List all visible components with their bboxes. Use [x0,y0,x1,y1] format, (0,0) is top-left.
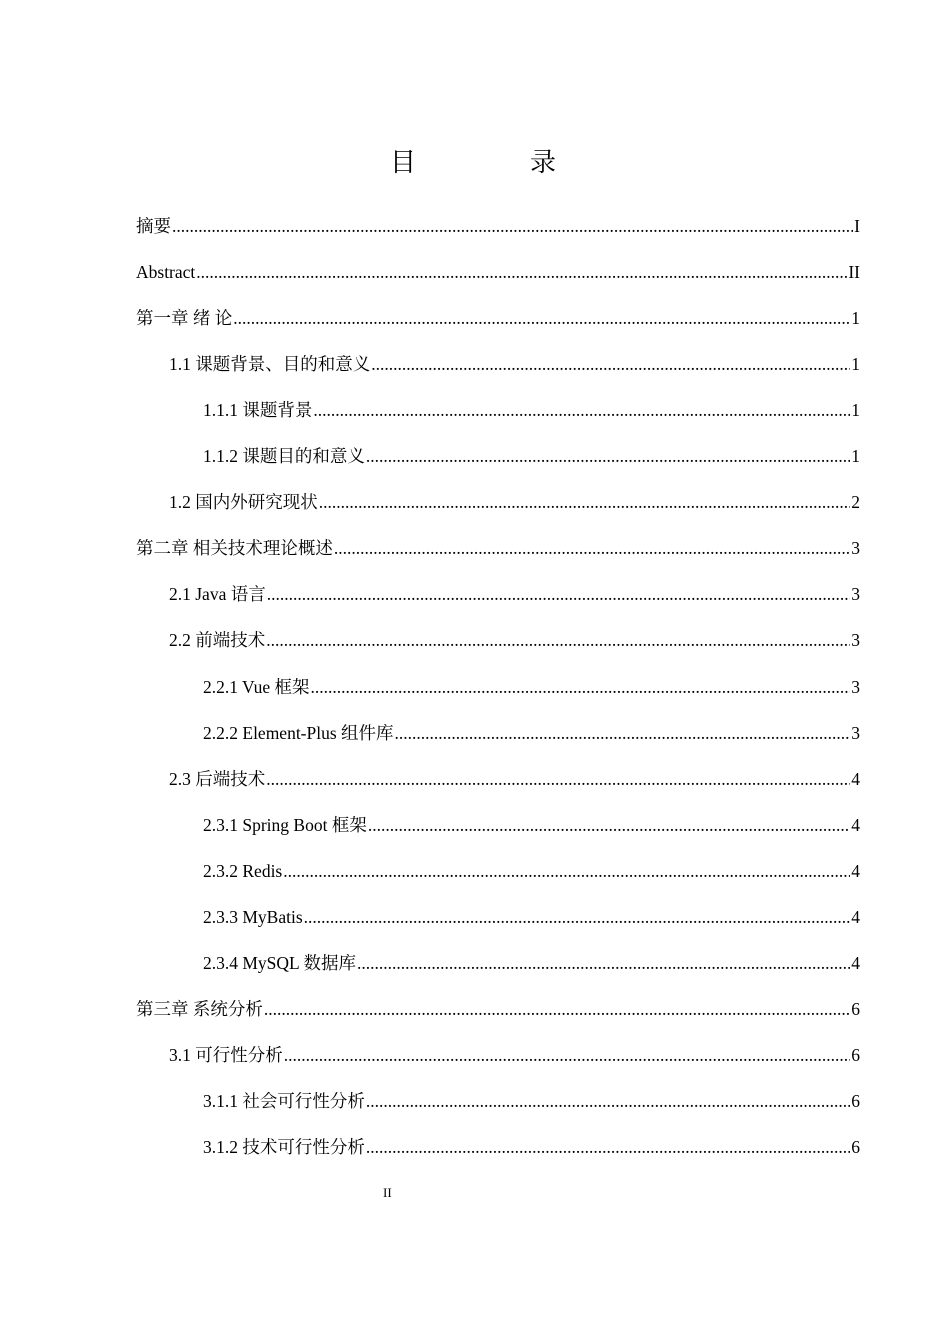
toc-leader-dots [233,307,850,329]
toc-entry-page: 4 [851,860,860,881]
toc-entry[interactable] [0,437,950,467]
toc-entry[interactable] [0,575,950,605]
toc-leader-dots [196,261,847,283]
toc-entry-page: II [848,262,860,283]
toc-entry-page: 1 [851,446,860,467]
toc-entry-page: 3 [851,630,860,651]
toc-entry-label: 3.1.1 社会可行性分析 [203,1090,365,1111]
toc-leader-dots [313,399,850,421]
toc-leader-dots [366,1090,850,1112]
toc-entry[interactable] [0,391,950,421]
toc-entry-page: 4 [851,768,860,789]
toc-entry-page: 6 [851,998,860,1019]
toc-leader-dots [368,814,850,836]
toc-leader-dots [311,676,851,698]
toc-leader-dots [366,1136,850,1158]
toc-entry-label: 2.2.1 Vue 框架 [203,676,310,697]
toc-entry-page: 1 [851,400,860,421]
toc-entry[interactable] [0,621,950,651]
toc-entry-label: 1.2 国内外研究现状 [169,492,318,513]
toc-entry-label: 3.1 可行性分析 [169,1044,283,1065]
toc-entry[interactable] [0,668,950,698]
toc-entry-label: 第一章 绪 论 [136,308,233,329]
toc-entry[interactable] [0,345,950,375]
toc-leader-dots [366,445,850,467]
toc-entry[interactable] [0,898,950,928]
toc-entry-label: 2.3.1 Spring Boot 框架 [203,814,367,835]
toc-entry-label: 2.3.4 MySQL 数据库 [203,952,356,973]
toc-leader-dots [266,629,850,651]
toc-entry-label: 3.1.2 技术可行性分析 [203,1137,365,1157]
toc-entry[interactable] [0,990,950,1020]
toc-leader-dots [266,768,850,790]
toc-entry-page: 6 [851,1090,860,1111]
toc-entry-page: 2 [851,492,860,513]
toc-entry-page: 1 [851,354,860,375]
toc-leader-dots [283,860,850,882]
toc-entry-label: 1.1.2 课题目的和意义 [203,446,365,467]
toc-entry-label: 2.3 后端技术 [169,768,266,789]
toc-entry[interactable] [0,1036,950,1066]
toc-entry[interactable] [0,760,950,790]
toc-entry[interactable] [0,1128,950,1158]
toc-entry-label: 第二章 相关技术理论概述 [136,538,333,559]
toc-entry-label: 1.1 课题背景、目的和意义 [169,354,371,375]
toc-leader-dots [284,1044,851,1066]
toc-entry-label: 摘要 [136,216,171,236]
toc-entry[interactable] [0,806,950,836]
toc-entry-label: 2.3.2 Redis [203,860,283,881]
toc-entry[interactable] [0,944,950,974]
toc-entry-page: I [854,216,860,236]
toc-entry-label: 1.1.1 课题背景 [203,400,313,421]
toc-entry[interactable] [0,852,950,882]
toc-leader-dots [304,906,851,928]
toc-entry-label: 2.2 前端技术 [169,630,266,651]
toc-entry[interactable] [0,207,950,237]
toc-entry-label: Abstract [136,262,196,283]
toc-leader-dots [172,215,853,237]
toc-entry-label: 2.3.3 MyBatis [203,906,303,927]
toc-entry-page: 3 [851,676,860,697]
toc-leader-dots [319,491,851,513]
toc-entry-label: 第三章 系统分析 [136,998,263,1019]
toc-leader-dots [395,722,851,744]
toc-entry[interactable] [0,1082,950,1112]
toc-entry-page: 4 [851,814,860,835]
toc-entry-page: 3 [851,538,860,559]
toc-entry-page: 4 [851,906,860,927]
page-title: 目 录 [389,148,600,177]
toc-entry-label: 2.1 Java 语言 [169,584,266,605]
toc-entry-page: 1 [851,308,860,329]
toc-entry[interactable] [0,299,950,329]
toc-entry[interactable] [0,714,950,744]
toc-entry-page: 4 [851,952,860,973]
toc-entry-page: 6 [851,1137,860,1157]
toc-entry[interactable] [0,529,950,559]
toc-entry-page: 3 [851,584,860,605]
footer-page-number: II [383,1185,392,1200]
toc-leader-dots [264,998,850,1020]
toc-entry[interactable] [0,483,950,513]
toc-entry-label: 2.2.2 Element-Plus 组件库 [203,722,394,743]
toc-leader-dots [371,353,850,375]
toc-entry[interactable] [0,253,950,283]
toc-leader-dots [357,952,850,974]
toc-leader-dots [267,583,851,605]
toc-entry-page: 3 [851,722,860,743]
toc-entry-page: 6 [851,1044,860,1065]
toc-leader-dots [334,537,850,559]
